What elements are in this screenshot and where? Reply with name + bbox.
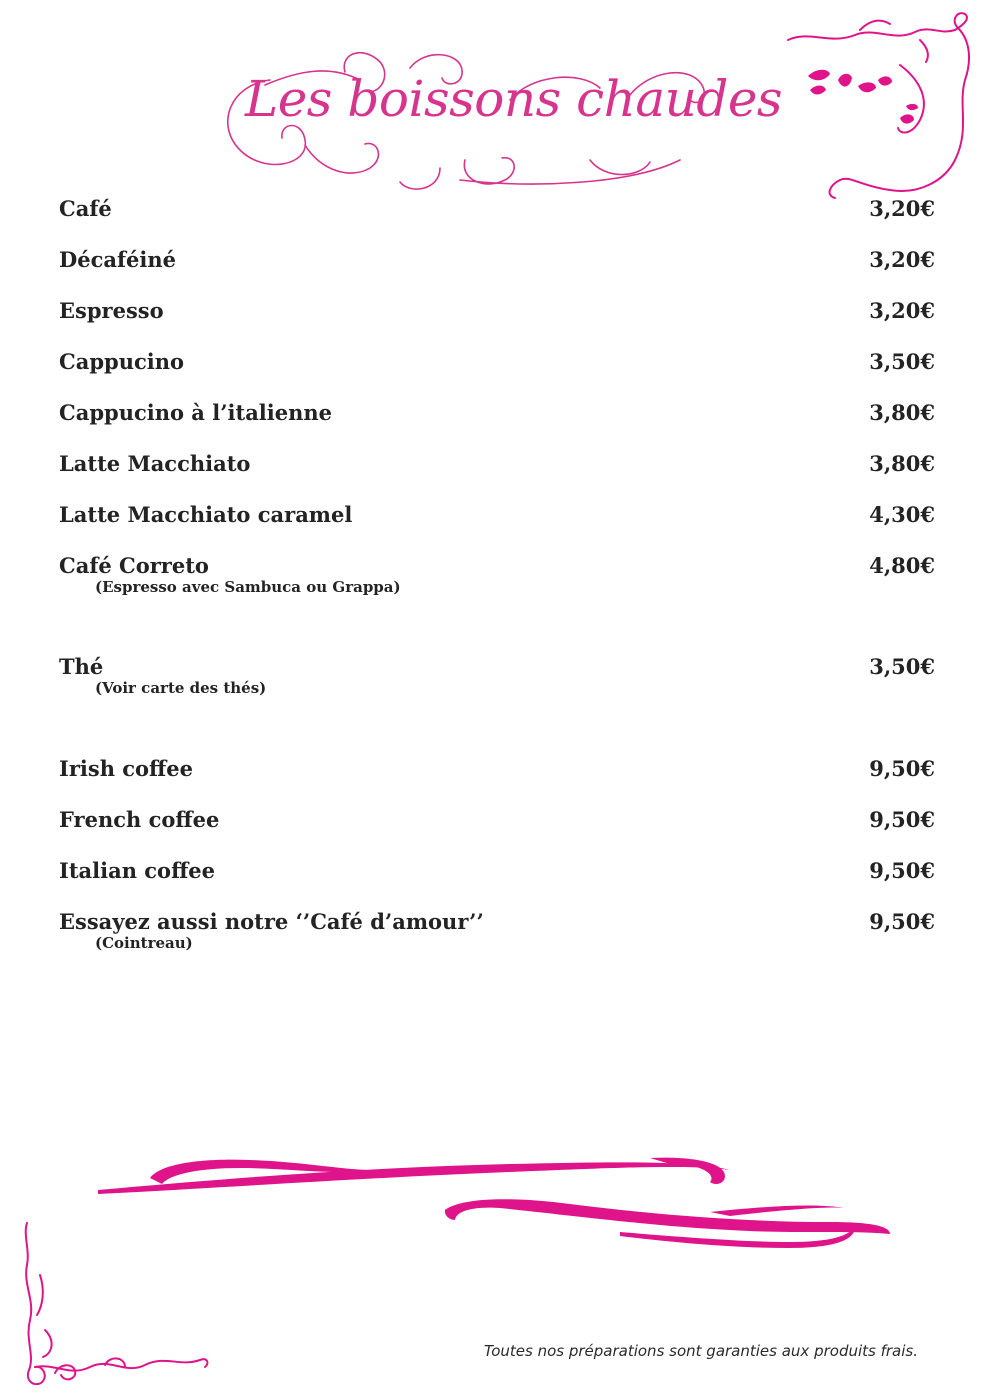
- item-price: 9,50€: [869, 858, 935, 883]
- item-name: Latte Macchiato: [59, 451, 251, 476]
- menu-item: [59, 756, 935, 796]
- item-price: 3,50€: [869, 349, 935, 374]
- corner-ornament-bottom-left: [15, 1215, 215, 1390]
- item-name: Cappucino: [59, 349, 184, 374]
- item-price: 3,20€: [869, 298, 935, 323]
- item-price: 3,20€: [869, 196, 935, 221]
- menu-item: [59, 553, 935, 603]
- item-price: 3,50€: [869, 654, 935, 679]
- item-name: Thé: [59, 654, 104, 679]
- item-name: Essayez aussi notre ‘’Café d’amour’’: [59, 909, 484, 934]
- menu-item: [59, 858, 935, 898]
- item-name: French coffee: [59, 807, 220, 832]
- item-price: 4,30€: [869, 502, 935, 527]
- item-price: 3,80€: [869, 400, 935, 425]
- menu-title: Les boissons chaudes: [245, 70, 783, 128]
- item-name: Cappucino à l’italienne: [59, 400, 333, 425]
- item-price: 3,20€: [869, 247, 935, 272]
- item-name: Décaféiné: [59, 247, 176, 272]
- item-note: (Espresso avec Sambuca ou Grappa): [95, 578, 401, 596]
- menu-item: [59, 247, 935, 287]
- item-price: 9,50€: [869, 807, 935, 832]
- item-name: Café Correto: [59, 553, 209, 578]
- menu-item: [59, 502, 935, 542]
- item-name: Café: [59, 196, 112, 221]
- item-price: 9,50€: [869, 756, 935, 781]
- menu-item: [59, 400, 935, 440]
- menu-item: [59, 196, 935, 236]
- footer-note: Toutes nos préparations sont garanties aux produits frais.: [483, 1342, 918, 1360]
- item-note: (Cointreau): [95, 934, 193, 952]
- item-name: Italian coffee: [59, 858, 216, 883]
- menu-item: [59, 807, 935, 847]
- item-name: Latte Macchiato caramel: [59, 502, 353, 527]
- menu-item: [59, 349, 935, 389]
- menu-item: [59, 654, 935, 704]
- item-price: 3,80€: [869, 451, 935, 476]
- item-note: (Voir carte des thés): [95, 679, 267, 697]
- menu-item: [59, 451, 935, 491]
- menu-item: [59, 909, 935, 959]
- item-price: 9,50€: [869, 909, 935, 934]
- item-name: Espresso: [59, 298, 164, 323]
- menu-item: [59, 298, 935, 338]
- item-name: Irish coffee: [59, 756, 194, 781]
- item-price: 4,80€: [869, 553, 935, 578]
- corner-ornament-top-right: [780, 10, 985, 205]
